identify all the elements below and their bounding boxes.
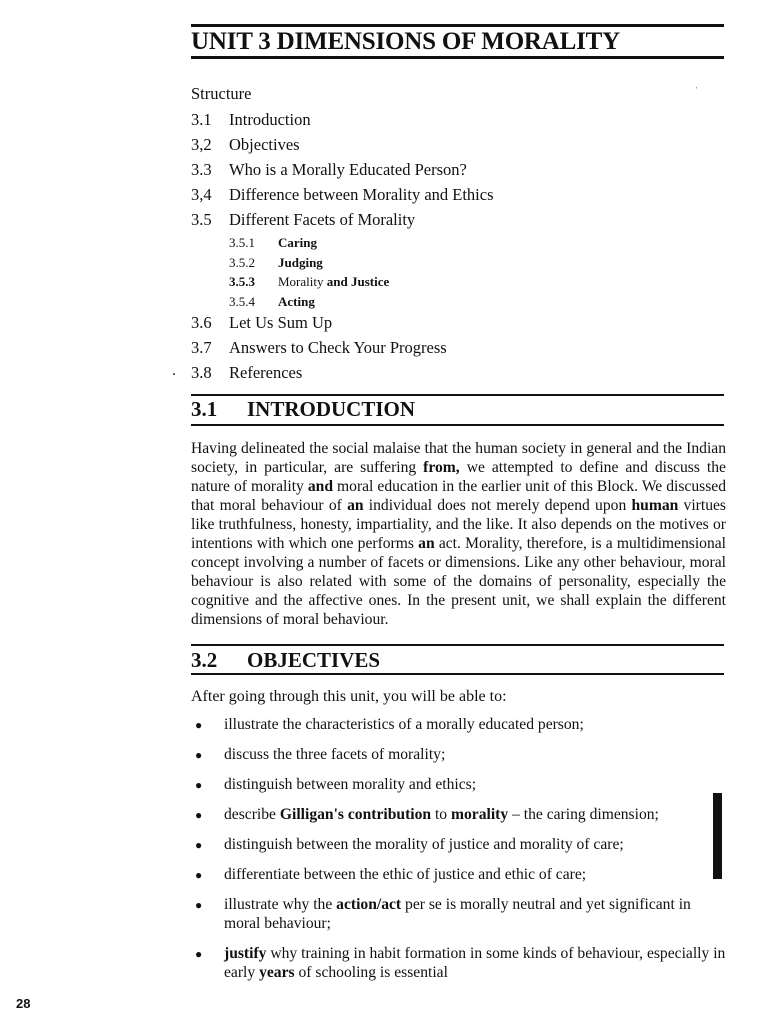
list-item-bold-text: morality [451,806,509,823]
list-item-text-part: of schooling is essential [294,964,448,981]
toc-subitem [191,294,724,314]
toc-item [191,135,724,160]
introduction-top-rule [191,394,724,396]
section-number: 3.2 [191,648,218,672]
stray-mark: ˌ [695,78,699,89]
toc-item [191,110,724,135]
toc-item-title: Who is a Morally Educated Person? [229,160,467,179]
toc-subitem-number: 3.5.3 [229,274,255,289]
list-item-text-part: – the caring dimension; [508,806,659,823]
toc-item [191,185,724,210]
unit-title: UNIT 3 DIMENSIONS OF MORALITY [191,28,620,55]
list-item-text: discuss the three facets of morality; [224,746,446,763]
list-item-text: illustrate the characteristics of a morally educated person; [224,716,584,733]
paragraph-text: Having delineated the social malaise that the human society in general and the Indian society, in particular, are suffering [191,440,726,476]
title-top-rule [191,24,724,27]
toc-item [191,313,724,338]
list-item-text-part: why training in habit formation in some kinds of behaviour, especially in early [224,945,726,981]
toc-item-number: 3.5 [191,210,212,229]
paragraph-bold-text: human [631,497,679,514]
toc-subitem [191,274,724,294]
toc-item-title: Let Us Sum Up [229,313,333,332]
bullet-icon: ● [195,838,203,852]
list-item [191,775,726,794]
toc-subitem-number: 3.5.4 [229,293,255,309]
list-item [191,835,726,854]
bullet-icon: ● [195,778,203,792]
toc-item-number: 3.8 [191,363,212,382]
page-number: 28 [16,996,31,1011]
bullet-icon: ● [195,947,203,961]
introduction-heading [191,397,415,422]
list-item [191,745,726,764]
list-item-text-part: describe [224,806,280,823]
paragraph-bold-text: and [307,478,333,495]
toc-item-number: 3.7 [191,338,212,357]
title-bottom-rule [191,56,724,59]
toc-subitem-number: 3.5.1 [229,235,255,250]
bullet-icon: ● [195,808,203,822]
toc-item-title: Introduction [229,110,311,129]
paragraph-bold-text: an [347,497,364,514]
bullet-icon: ● [195,868,203,882]
objectives-list [191,715,726,993]
list-item-text: differentiate between the ethic of justice and ethic of care; [224,866,587,883]
objectives-intro: After going through this unit, you will be able to: [191,688,507,705]
list-item-text: distinguish between morality and ethics; [224,776,477,793]
paragraph-text: moral education in the earlier unit of this Block. We discussed that moral behaviour of [191,478,726,514]
list-item-bold-text: action/act [336,896,402,913]
list-item-text-part: to [431,806,451,823]
toc-subitem [191,255,724,275]
toc-subitem-title: Caring [278,235,317,250]
list-item-text [224,806,659,823]
table-of-contents [191,110,724,388]
toc-item-number: 3.6 [191,313,212,332]
toc-subitem-title-lead: Morality [278,274,324,289]
paragraph-bold-text: from, [423,459,460,476]
objectives-bottom-rule [191,673,724,675]
list-item-bold-text: justify [224,945,267,962]
list-item [191,865,726,884]
toc-item-number: 3.1 [191,110,212,129]
section-title: OBJECTIVES [247,648,381,672]
list-item [191,895,726,933]
paragraph-bold-text: an [418,535,435,552]
introduction-bottom-rule [191,424,724,426]
paragraph-text: act. Morality, therefore, is a multidimensional concept involving a number of facets or dimensions. Like any other behaviour, moral behaviour is also related with some of the domains of personality, especially the cognitive and the affective ones. In the present unit, we shall explain the different dimensions of moral behaviour. [191,535,727,628]
list-item [191,715,726,734]
list-item-text [224,896,691,932]
list-item-text: distinguish between the morality of justice and morality of care; [224,836,624,853]
toc-subitem-title-rest: and Justice [323,274,390,289]
toc-item-title: Objectives [229,135,300,154]
list-item-bold-text: Gilligan's contribution [279,806,432,823]
paragraph-text: we attempted to define and discuss the nature of morality [191,459,726,495]
structure-label: Structure [191,84,252,103]
objectives-heading [191,648,380,673]
paragraph-text: virtues like truthfulness, honesty, impartiality, and the like. It also depends on the motives or intentions with which one performs [191,497,726,552]
toc-item-number: 3,4 [191,185,212,204]
toc-subitem-title: Judging [278,254,323,270]
toc-subitem-title: Acting [278,293,315,309]
bullet-icon: ● [195,718,203,732]
toc-item-number: 3,2 [191,135,212,154]
toc-item-title: References [229,363,303,382]
section-number: 3.1 [191,397,218,421]
objectives-top-rule [191,644,724,646]
bullet-icon: ● [195,748,203,762]
list-item-bold-text: years [259,964,295,981]
paragraph-text: individual does not merely depend upon [363,497,632,514]
toc-item-title: Difference between Morality and Ethics [229,185,494,204]
toc-item-number: 3.3 [191,160,212,179]
list-item [191,805,726,824]
margin-dot: . [172,362,176,379]
toc-item-title: Different Facets of Morality [229,210,416,229]
toc-item [191,160,724,185]
toc-item [191,363,724,388]
toc-subitem-title [278,274,389,290]
list-item-text-part: illustrate why the [224,896,337,913]
bullet-icon: ● [195,898,203,912]
list-item-text-part: per se is morally neutral and yet significant in moral behaviour; [224,896,691,932]
toc-subitem-number: 3.5.2 [229,254,255,270]
section-title: INTRODUCTION [247,397,416,421]
toc-item [191,210,724,235]
toc-item-title: Answers to Check Your Progress [229,338,447,357]
toc-item [191,338,724,363]
introduction-paragraph [191,439,726,629]
toc-subitem [191,235,724,255]
margin-bar [713,793,722,879]
list-item-text [224,945,725,981]
list-item [191,944,726,982]
